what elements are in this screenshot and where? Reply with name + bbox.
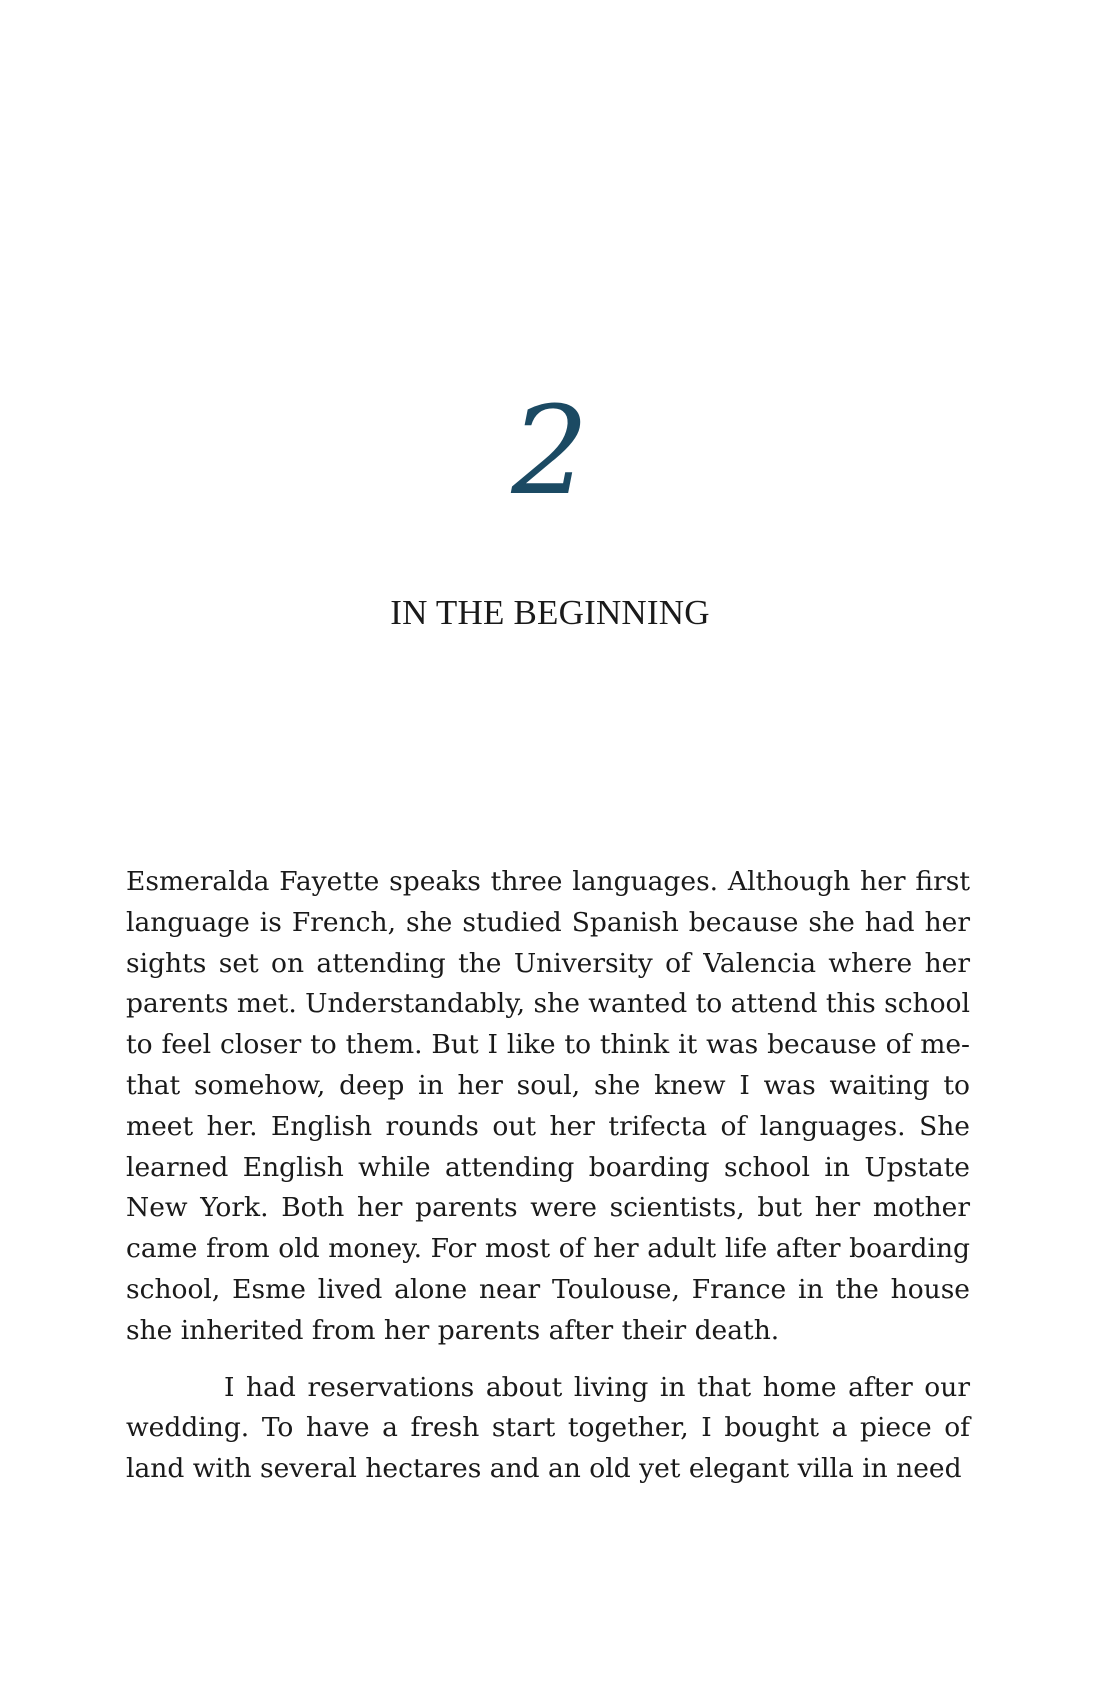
paragraph-1: Esmeralda Fayette speaks three languages. Although her first language is French, she studied Spanish because she had her sights set on attending the University of Valencia where her parents met. Understandably, she wanted to attend this school to feel closer to them. But I like to think it was because of me-that somehow, deep in her soul, she knew I was waiting to meet her. English rounds out her trifecta of languages. She learned English while attending boarding school in Upstate New York. Both her parents were scientists, but her mother came from old money. For most of her adult life after boarding school, Esme lived alone near Toulouse, France in the house she inherited from her parents after their death. [126,866,970,1346]
chapter-body [126,862,970,1506]
paragraph-2: I had reservations about living in that home after our wedding. To have a fresh start together, I bought a piece of land with several hectares and an old yet elegant villa in need [126,1371,970,1485]
chapter-number: 2 [511,380,589,522]
chapter-title: IN THE BEGINNING [390,593,710,632]
